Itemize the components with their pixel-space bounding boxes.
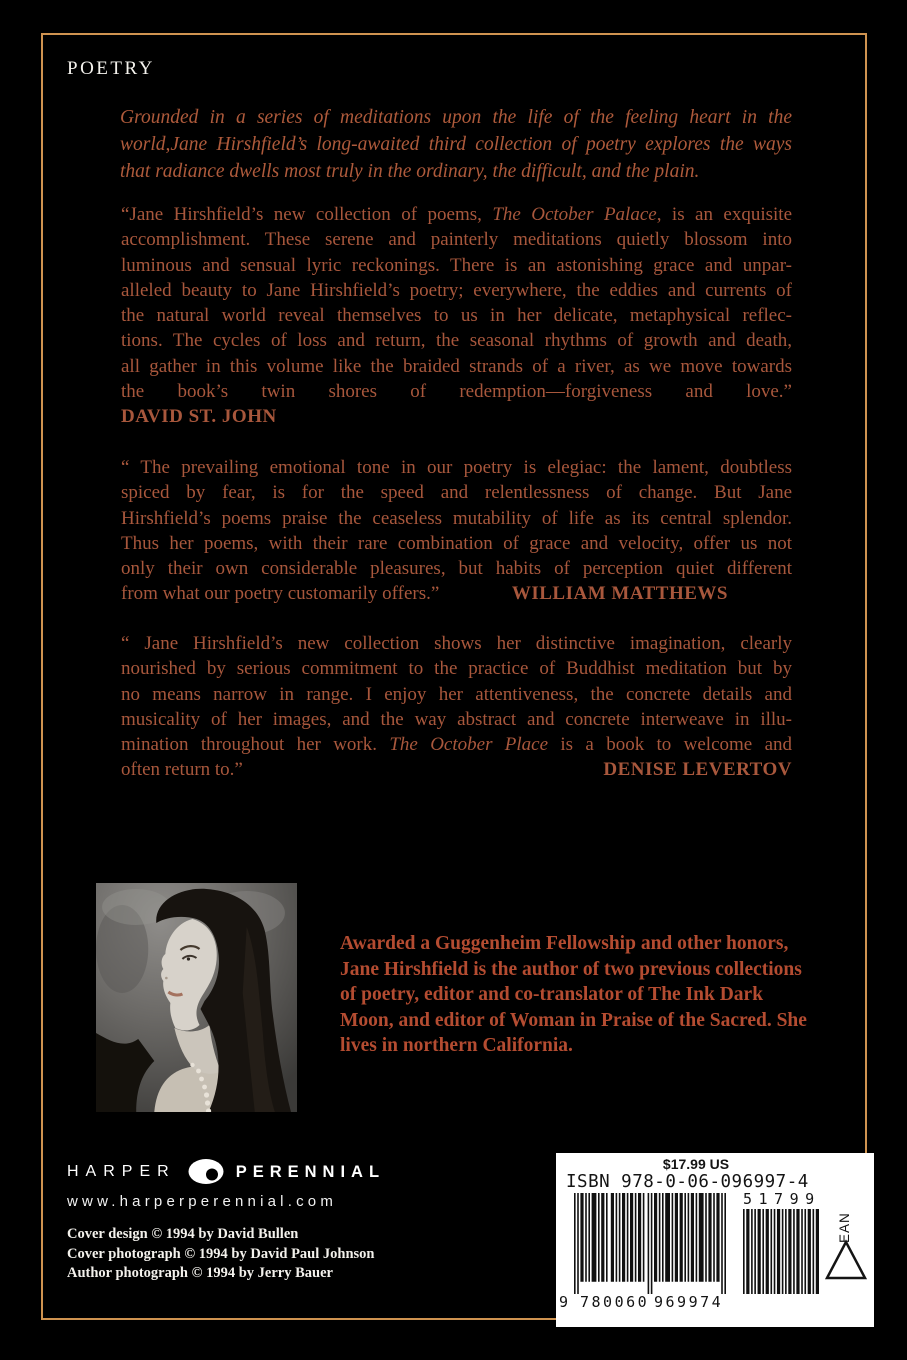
text-line: world,Jane Hirshfield’s long-awaited third collection of poetry explores the ways [120,134,792,155]
author-bio [340,931,850,1059]
category-label: POETRY [67,58,155,79]
text-line: Cover design © 1994 by David Bullen [67,1226,299,1242]
text-line: Awarded a Guggenheim Fellowship and other honors, [340,933,789,954]
quote-attribution: DENISE LEVERTOV [603,759,792,781]
text-line: Cover photograph © 1994 by David Paul Johnson [67,1245,375,1262]
review-quote-denise-levertov [121,631,792,783]
quote-last-line: often return to.” [121,759,243,781]
text-line: spiced by fear, is for the speed and relentlessness of change. But Jane [121,482,792,504]
text-line: “Jane Hirshfield’s new collection of poems, The October Palace, is an exquisite [121,204,792,225]
text-line: the book’s twin shores of redemption—forgiveness and love.” [121,381,792,403]
ean-digits-left: 780060 [580,1293,650,1311]
publisher-name-perennial: PERENNIAL [235,1162,386,1181]
text-line: of poetry, editor and co-translator of The Ink Dark [340,984,764,1005]
text-line: all gather in this volume like the braided strands of a river, as we move towards [121,355,792,377]
text-line: Grounded in a series of meditations upon the life of the feeling heart in the [120,107,792,128]
harper-perennial-olive-icon [187,1158,225,1186]
text-line: musicality of her images, and the way abstract and concrete interweave in illu- [121,708,792,730]
supplement-digits: 51799 [743,1190,821,1208]
author-photo [96,883,297,1112]
ean-lead-digit: 9 [559,1293,569,1311]
intro-blurb [120,104,792,185]
ean-triangle-icon [824,1239,868,1281]
text-line: only their own considerable pleasures, but habits of perception quiet different [121,558,792,580]
text-line: the natural world reveal themselves to us in her delicate, metaphysical reflec- [121,305,792,327]
publisher-website: www.harperperennial.com [67,1193,338,1210]
text-line: lives in northern California. [340,1035,573,1056]
quote-attribution: DAVID ST. JOHN [121,406,277,428]
text-line: Hirshfield’s poems praise the ceaseless mutability of life as its central splendor. [121,507,792,529]
credits-block [67,1225,374,1284]
text-line: Moon, and editor of Woman in Praise of the Sacred. She [340,1009,807,1031]
quote-attribution: WILLIAM MATTHEWS [511,583,728,605]
text-line: Thus her poems, with their rare combination of grace and velocity, offer us not [121,532,792,554]
ean-digits-right: 969974 [654,1293,724,1311]
price-label: $17.99 US [662,1156,730,1172]
quote-last-line-row [121,757,792,782]
text-line: tions. The cycles of loss and return, the seasonal rhythms of growth and death, [121,330,792,352]
publisher-name-harper: HARPER [67,1163,176,1180]
publisher-logo-row [67,1158,385,1186]
quote-last-line: from what our poetry customarily offers.” [121,583,440,605]
text-line: luminous and sensual lyric reckonings. There is an astonishing grace and unpar- [121,254,792,276]
text-line: accomplishment. These serene and painterly meditations quietly blossom into [121,229,792,251]
ean13-barcode [574,1193,726,1294]
supplement-barcode [743,1209,819,1294]
barcode-panel [556,1153,874,1327]
ean-symbology-label: EAN [837,1212,852,1243]
review-quote-william-matthews [121,455,792,607]
isbn-label: ISBN 978-0-06-096997-4 [566,1172,809,1192]
text-line: “ The prevailing emotional tone in our poetry is elegiac: the lament, doubtless [121,457,792,478]
text-line: Author photograph © 1994 by Jerry Bauer [67,1265,333,1281]
text-line: Jane Hirshfield is the author of two previous collections [340,958,802,980]
text-line: mination throughout her work. The October Place is a book to welcome and [121,734,792,756]
text-line: alleled beauty to Jane Hirshfield’s poetry; everywhere, the eddies and currents of [121,279,792,301]
quote-body [121,631,792,757]
quote-body [121,455,792,581]
review-quote-david-st-john [121,202,792,430]
quote-last-line-row [121,581,792,606]
text-line: “ Jane Hirshfield’s new collection shows her distinctive imagination, clearly [121,633,792,654]
text-line: no means narrow in range. I enjoy her attentiveness, the concrete details and [121,683,792,705]
text-line: that radiance dwells most truly in the ordinary, the difficult, and the plain. [120,161,700,182]
quote-body [121,202,792,404]
text-line: nourished by serious commitment to the practice of Buddhist meditation but by [121,658,792,680]
author-portrait-illustration [96,883,297,1112]
